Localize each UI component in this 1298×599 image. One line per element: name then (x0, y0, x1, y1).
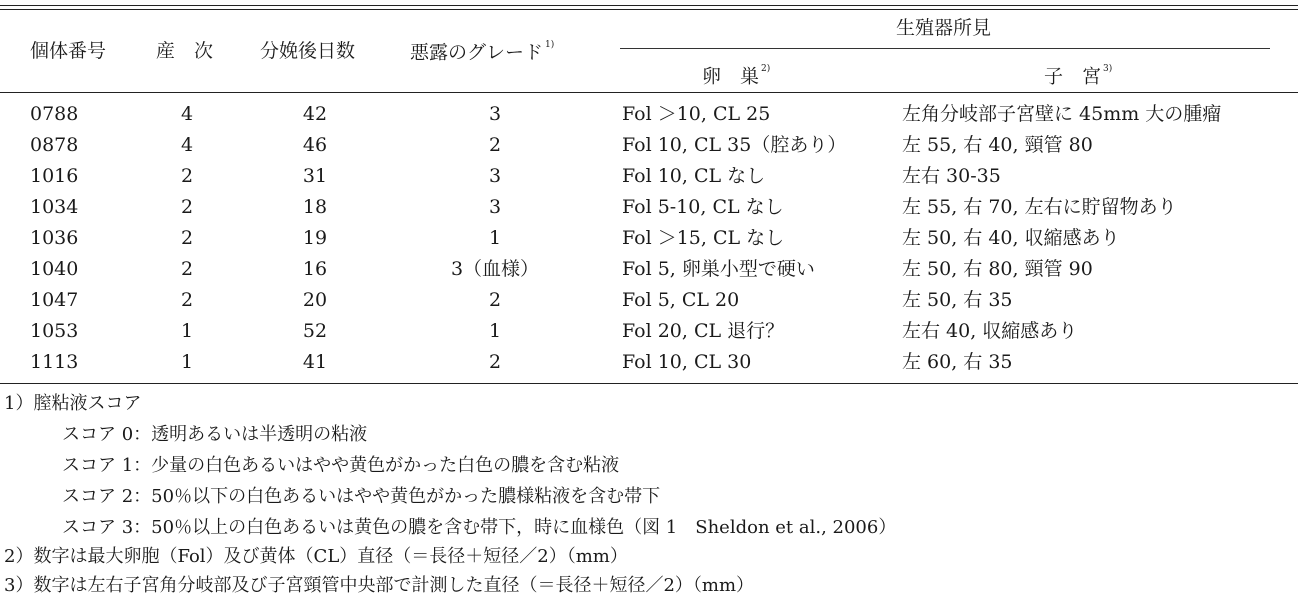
cell-id: 1034 (30, 196, 79, 218)
table-row (0, 134, 1298, 165)
cell-days: 19 (302, 227, 328, 249)
cell-uterus: 左 50, 右 40, 収縮感あり (902, 227, 1120, 249)
cell-uterus: 左右 30-35 (902, 165, 1001, 187)
footnote-1-score-3: スコア 3：50％以上の白色あるいは黄色の膿を含む帯下，時に血様色（図 1 Sheldon et al., 2006） (62, 517, 897, 538)
header-uterus-label: 子 宮 (1044, 65, 1102, 88)
header-grade-footnote-mark: 1) (545, 40, 555, 50)
footnote-1-score-0: スコア 0：透明あるいは半透明の粘液 (62, 424, 368, 445)
cell-parity: 2 (180, 196, 194, 218)
table-row (0, 320, 1298, 351)
cell-uterus: 左 50, 右 80, 頸管 90 (902, 258, 1093, 280)
header-grade-label: 悪露のグレード (410, 41, 544, 64)
cell-uterus: 左角分岐部子宮壁に 45mm 大の腫瘤 (902, 103, 1222, 125)
cell-grade: 1 (488, 320, 502, 342)
cell-parity: 2 (180, 165, 194, 187)
cell-id: 1053 (30, 320, 79, 342)
header-days: 分娩後日数 (260, 40, 356, 62)
cell-grade: 3 (488, 165, 502, 187)
cell-ovary: Fol 20, CL 退行？ (622, 320, 785, 342)
header-parity: 産 次 (156, 40, 214, 62)
cell-parity: 4 (180, 103, 194, 125)
cell-parity: 2 (180, 289, 194, 311)
table-top-rule-double (0, 9, 1298, 10)
cell-uterus: 左 55, 右 40, 頸管 80 (902, 134, 1093, 156)
cell-id: 1047 (30, 289, 79, 311)
cell-id: 0878 (30, 134, 79, 156)
cell-grade: 2 (488, 289, 502, 311)
cell-days: 16 (302, 258, 328, 280)
cell-grade: 3（血様） (450, 258, 540, 280)
table-row (0, 165, 1298, 196)
cell-parity: 1 (180, 351, 194, 373)
header-ovary (702, 62, 770, 87)
table-row (0, 289, 1298, 320)
cell-days: 52 (302, 320, 328, 342)
cell-days: 46 (302, 134, 328, 156)
cell-days: 31 (302, 165, 328, 187)
footnote-3: 3）数字は左右子宮角分岐部及び子宮頸管中央部で計測した直径（＝長径＋短径／2）（mm） (4, 575, 755, 596)
cell-id: 1040 (30, 258, 79, 280)
table-row (0, 103, 1298, 134)
cell-ovary: Fol 10, CL 35（腔あり） (622, 134, 847, 156)
cell-parity: 1 (180, 320, 194, 342)
cell-parity: 4 (180, 134, 194, 156)
header-ovary-label: 卵 巣 (702, 65, 760, 88)
cell-uterus: 左右 40, 収縮感あり (902, 320, 1078, 342)
cell-ovary: Fol 10, CL なし (622, 165, 766, 187)
cell-parity: 2 (180, 227, 194, 249)
cell-grade: 2 (488, 351, 502, 373)
cell-ovary: Fol 5-10, CL なし (622, 196, 784, 218)
table-row (0, 351, 1298, 382)
cell-days: 20 (302, 289, 328, 311)
header-id: 個体番号 (30, 40, 107, 62)
table-row (0, 196, 1298, 227)
cell-id: 1113 (30, 351, 79, 373)
cell-parity: 2 (180, 258, 194, 280)
cell-days: 18 (302, 196, 328, 218)
cell-uterus: 左 55, 右 70, 左右に貯留物あり (902, 196, 1177, 218)
cell-grade: 2 (488, 134, 502, 156)
header-grade (410, 38, 554, 63)
cell-ovary: Fol ＞15, CL なし (622, 227, 785, 249)
cell-uterus: 左 60, 右 35 (902, 351, 1013, 373)
cell-grade: 1 (488, 227, 502, 249)
group-header-rule (620, 48, 1270, 49)
cell-ovary: Fol 5, 卵巣小型で硬い (622, 258, 815, 280)
footnote-1: 1）膣粘液スコア (4, 393, 142, 414)
cell-id: 1036 (30, 227, 79, 249)
footnote-1-score-1: スコア 1：少量の白色あるいはやや黄色がかった白色の膿を含む粘液 (62, 455, 620, 476)
header-bottom-rule (0, 92, 1298, 93)
header-uterus-footnote-mark: 3) (1103, 64, 1113, 74)
cell-ovary: Fol 5, CL 20 (622, 289, 740, 311)
footnote-2: 2）数字は最大卵胞（Fol）及び黄体（CL）直径（＝長径＋短径／2）（mm） (4, 546, 628, 567)
cell-id: 0788 (30, 103, 79, 125)
header-ovary-footnote-mark: 2) (761, 64, 771, 74)
cell-grade: 3 (488, 103, 502, 125)
cell-ovary: Fol 10, CL 30 (622, 351, 752, 373)
cell-uterus: 左 50, 右 35 (902, 289, 1013, 311)
table-row (0, 227, 1298, 258)
footnote-1-score-2: スコア 2：50％以下の白色あるいはやや黄色がかった膿様粘液を含む帯下 (62, 486, 661, 507)
table-bottom-rule (0, 383, 1298, 384)
cell-ovary: Fol ＞10, CL 25 (622, 103, 771, 125)
table-row (0, 258, 1298, 289)
header-genital-findings: 生殖器所見 (896, 17, 992, 39)
header-uterus (1044, 62, 1112, 87)
cell-days: 42 (302, 103, 328, 125)
table-top-rule (0, 5, 1298, 6)
cell-days: 41 (302, 351, 328, 373)
cell-grade: 3 (488, 196, 502, 218)
cell-id: 1016 (30, 165, 79, 187)
